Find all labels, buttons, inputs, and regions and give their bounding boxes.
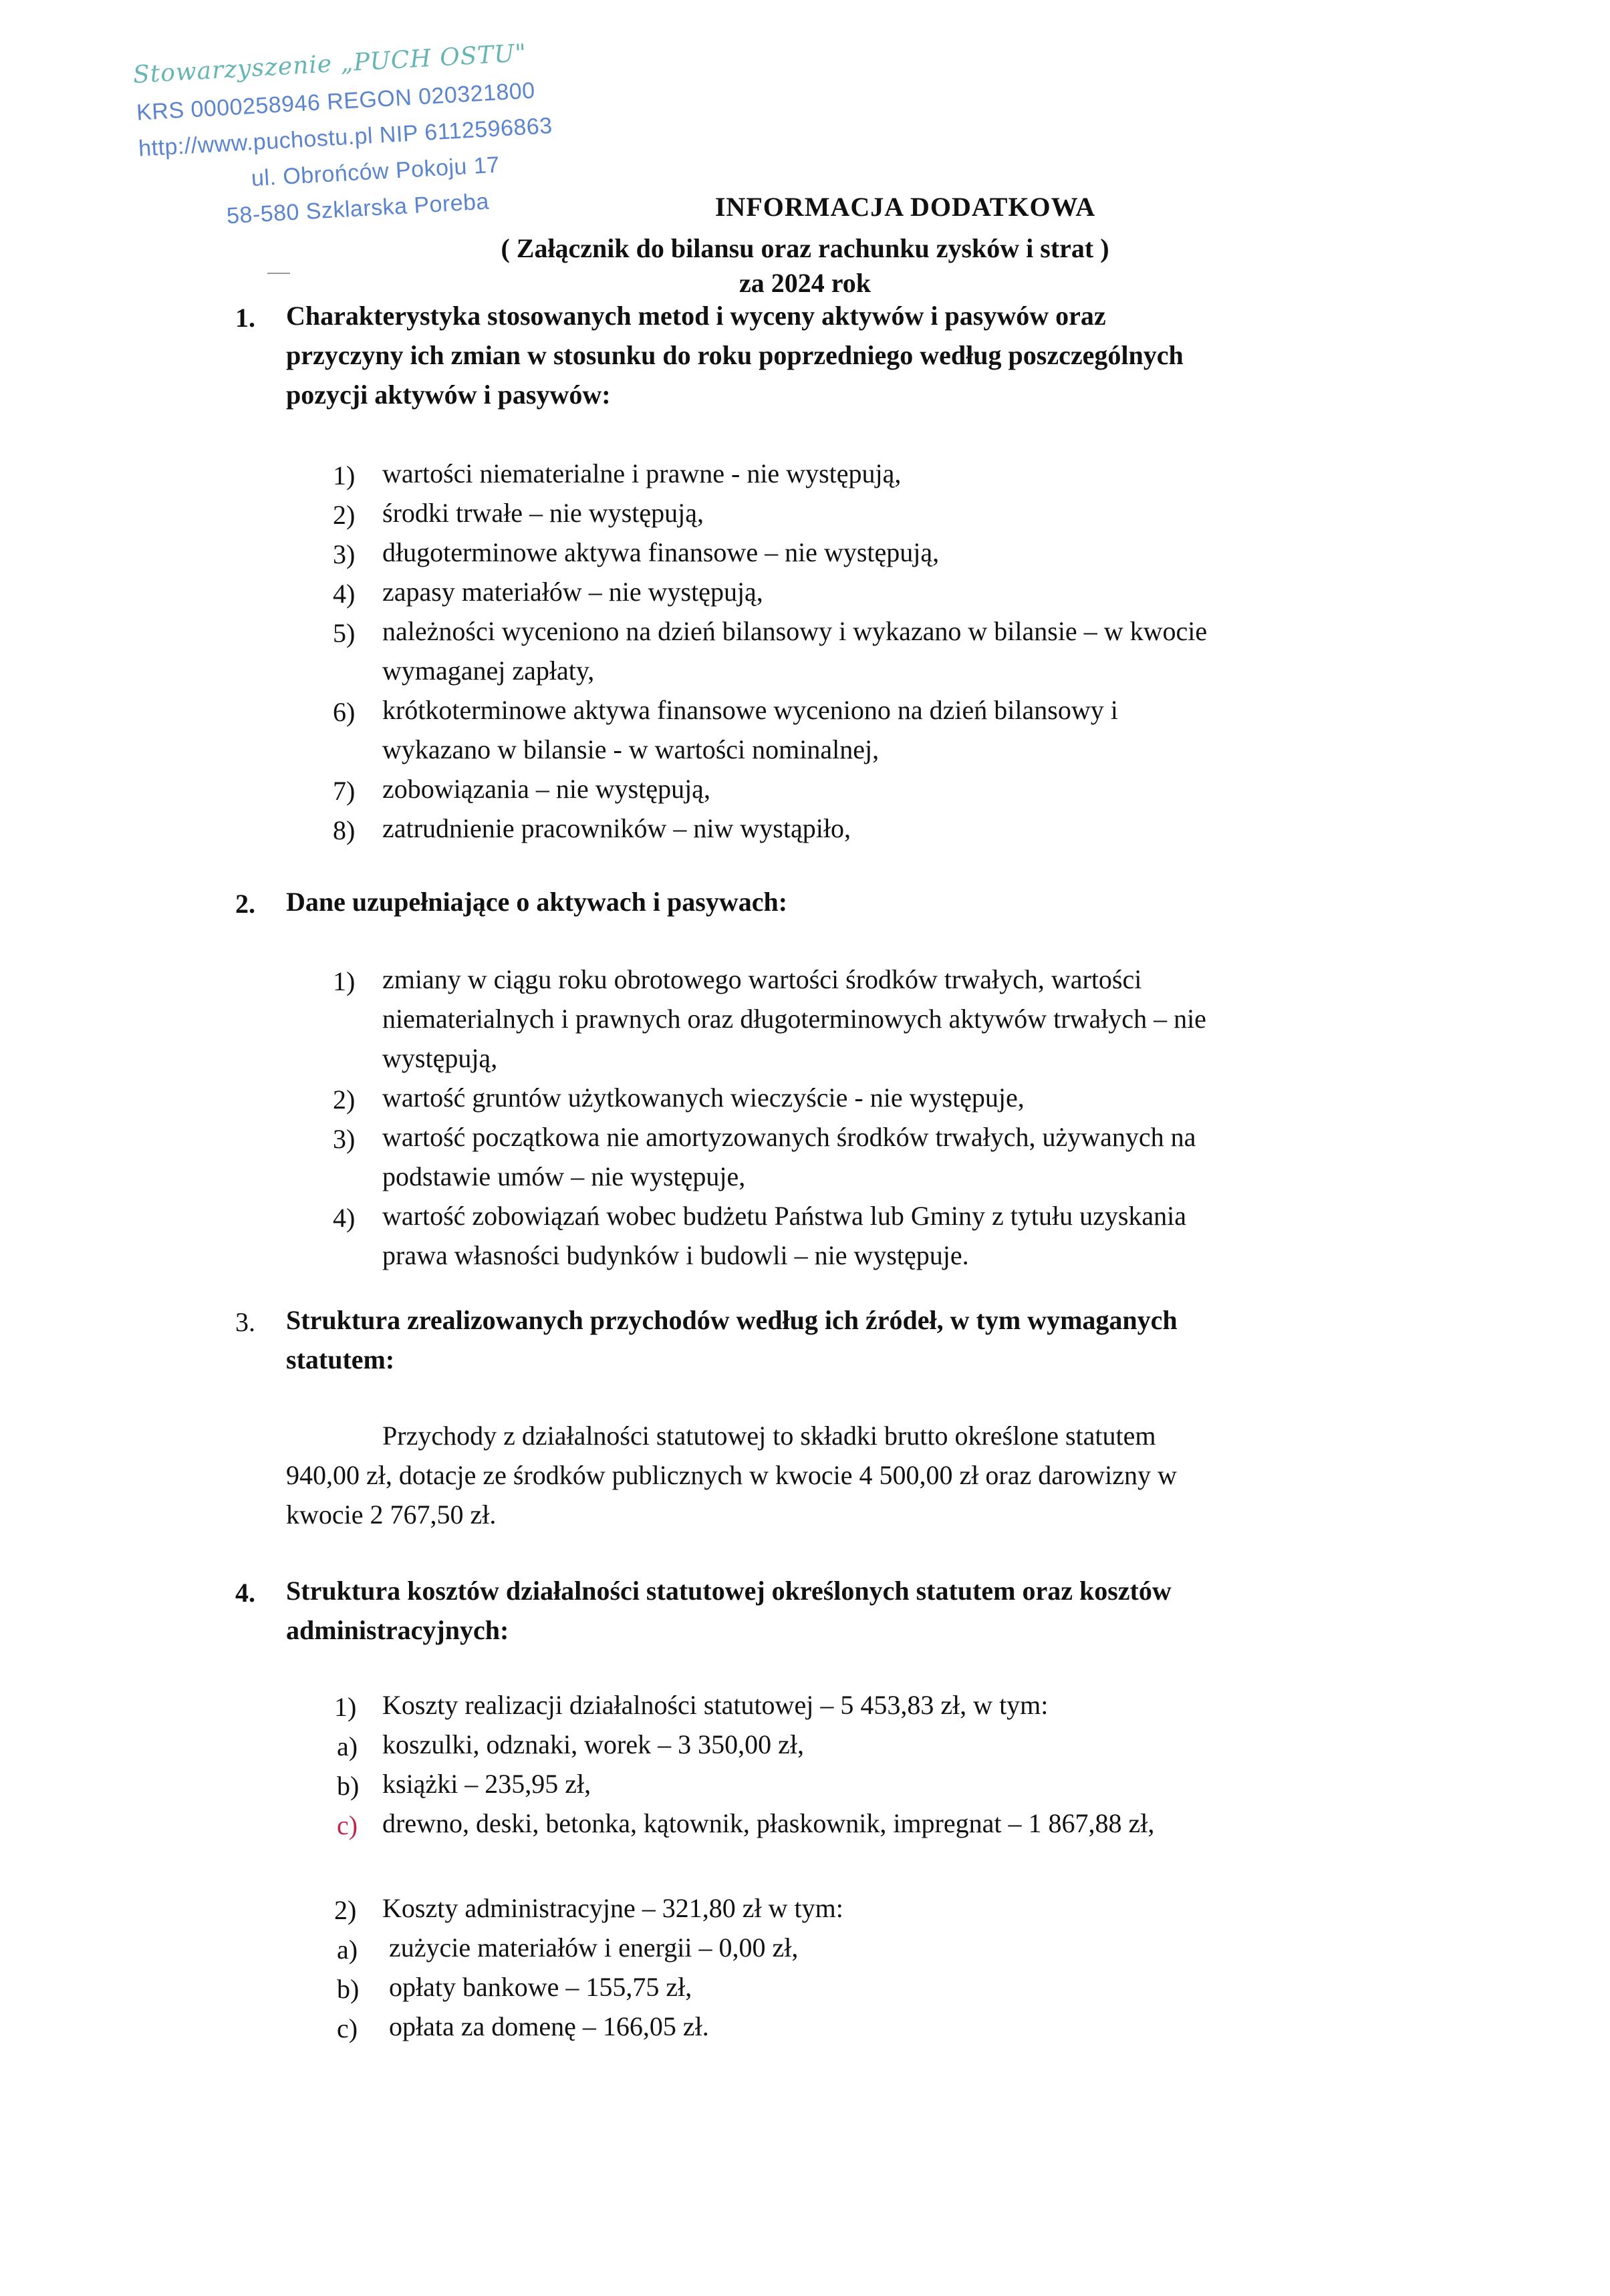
s1-item-8-text: zatrudnienie pracowników – niw wystąpiło, [382, 813, 851, 843]
s1-item-6-number: 6) [333, 697, 356, 727]
section-1-title-line-2: przyczyny ich zmian w stosunku do roku poprzedniego według poszczególnych [286, 340, 1184, 370]
document-title: INFORMACJA DODATKOWA [714, 192, 1096, 222]
s4-g1-item-b-text: książki – 235,95 zł, [382, 1769, 591, 1799]
s2-item-2-text: wartość gruntów użytkowanych wieczyście - nie występuje, [382, 1083, 1025, 1113]
s4-g1-item-a-text: koszulki, odznaki, worek – 3 350,00 zł, [382, 1729, 804, 1759]
document-subtitle: ( Załącznik do bilansu oraz rachunku zysków i strat ) [501, 233, 1109, 263]
s1-item-6-text-line-1: krótkoterminowe aktywa finansowe wyceniono na dzień bilansowy i [382, 695, 1118, 725]
document-year: za 2024 rok [739, 268, 871, 298]
s1-item-7-number: 7) [333, 776, 356, 806]
s2-item-1-number: 1) [333, 966, 356, 996]
s1-item-6-text-line-2: wykazano w bilansie - w wartości nominalnej, [382, 734, 880, 764]
s4-g1-item-c-letter: c) [337, 1810, 358, 1840]
s2-item-4-text-line-2: prawa własności budynków i budowli – nie występuje. [382, 1240, 969, 1270]
s2-item-1-text-line-3: występują, [382, 1043, 498, 1073]
s1-item-1-number: 1) [333, 460, 356, 490]
s4-g2-item-b-text: opłaty bankowe – 155,75 zł, [389, 1972, 692, 2002]
s1-item-8-number: 8) [333, 815, 356, 845]
s1-item-5-number: 5) [333, 618, 356, 648]
stamp-krs-regon: KRS 0000258946 REGON 020321800 [136, 78, 536, 126]
s2-item-1-text-line-1: zmiany w ciągu roku obrotowego wartości środków trwałych, wartości [382, 964, 1142, 994]
s1-item-5-text-line-2: wymaganej zapłaty, [382, 656, 595, 686]
section-3-title-line-1: Struktura zrealizowanych przychodów według ich źródeł, w tym wymaganych [286, 1305, 1178, 1335]
section-4-number: 4. [235, 1578, 255, 1608]
section-1-number: 1. [235, 303, 255, 333]
section-2-title: Dane uzupełniające o aktywach i pasywach: [286, 887, 788, 917]
s2-item-3-text-line-1: wartość początkowa nie amortyzowanych środków trwałych, używanych na [382, 1122, 1196, 1152]
stamp-street: ul. Obrońców Pokoju 17 [251, 152, 501, 192]
s2-item-4-number: 4) [333, 1203, 356, 1233]
section-3-paragraph-line-3: kwocie 2 767,50 zł. [286, 1499, 497, 1530]
s4-group-1-text: Koszty realizacji działalności statutowej – 5 453,83 zł, w tym: [382, 1690, 1049, 1720]
s2-item-4-text-line-1: wartość zobowiązań wobec budżetu Państwa lub Gminy z tytułu uzyskania [382, 1201, 1187, 1231]
s1-item-5-text-line-1: należności wyceniono na dzień bilansowy i wykazano w bilansie – w kwocie [382, 616, 1208, 646]
section-4-title-line-1: Struktura kosztów działalności statutowej określonych statutem oraz kosztów [286, 1576, 1172, 1606]
section-3-number: 3. [235, 1307, 255, 1337]
stamp-organization-name: Stowarzyszenie „PUCH OSTU" [132, 39, 528, 89]
s2-item-3-number: 3) [333, 1124, 356, 1154]
s4-g1-item-a-letter: a) [337, 1731, 358, 1761]
section-3-paragraph-line-2: 940,00 zł, dotacje ze środków publicznych w kwocie 4 500,00 zł oraz darowizny w [286, 1460, 1177, 1490]
s1-item-4-text: zapasy materiałów – nie występują, [382, 577, 763, 607]
s1-item-7-text: zobowiązania – nie występują, [382, 774, 710, 804]
s4-group-2-text: Koszty administracyjne – 321,80 zł w tym: [382, 1893, 843, 1923]
section-3-title-line-2: statutem: [286, 1344, 395, 1375]
s4-g1-item-c-text: drewno, deski, betonka, kątownik, płaskownik, impregnat – 1 867,88 zł, [382, 1808, 1155, 1838]
s1-item-3-number: 3) [333, 539, 356, 569]
s4-group-2-number: 2) [334, 1895, 357, 1925]
s4-g2-item-a-letter: a) [337, 1934, 358, 1965]
section-1-title-line-3: pozycji aktywów i pasywów: [286, 380, 611, 410]
s2-item-2-number: 2) [333, 1085, 356, 1115]
s4-g2-item-a-text: zużycie materiałów i energii – 0,00 zł, [389, 1932, 799, 1963]
s4-g2-item-b-letter: b) [337, 1974, 360, 2004]
s4-group-1-number: 1) [334, 1692, 357, 1722]
stamp-city: 58-580 Szklarska Poreba [226, 188, 490, 229]
s2-item-1-text-line-2: niematerialnych i prawnych oraz długoterminowych aktywów trwałych – nie [382, 1004, 1206, 1034]
stamp-website-nip: http://www.puchostu.pl NIP 6112596863 [138, 113, 553, 162]
s4-g1-item-b-letter: b) [337, 1771, 360, 1801]
s1-item-2-text: środki trwałe – nie występują, [382, 498, 704, 528]
s1-item-2-number: 2) [333, 500, 356, 530]
section-4-title-line-2: administracyjnych: [286, 1615, 509, 1645]
s4-g2-item-c-text: opłata za domenę – 166,05 zł. [389, 2011, 709, 2041]
section-1-title-line-1: Charakterystyka stosowanych metod i wyceny aktywów i pasywów oraz [286, 301, 1106, 331]
s2-item-3-text-line-2: podstawie umów – nie występuje, [382, 1161, 746, 1191]
s1-item-4-number: 4) [333, 579, 356, 609]
s1-item-1-text: wartości niematerialne i prawne - nie występują, [382, 458, 902, 488]
s1-item-3-text: długoterminowe aktywa finansowe – nie występują, [382, 537, 940, 567]
s4-g2-item-c-letter: c) [337, 2013, 358, 2043]
section-2-number: 2. [235, 889, 255, 919]
section-3-paragraph-line-1: Przychody z działalności statutowej to składki brutto określone statutem [382, 1421, 1156, 1451]
margin-mark [267, 273, 290, 274]
